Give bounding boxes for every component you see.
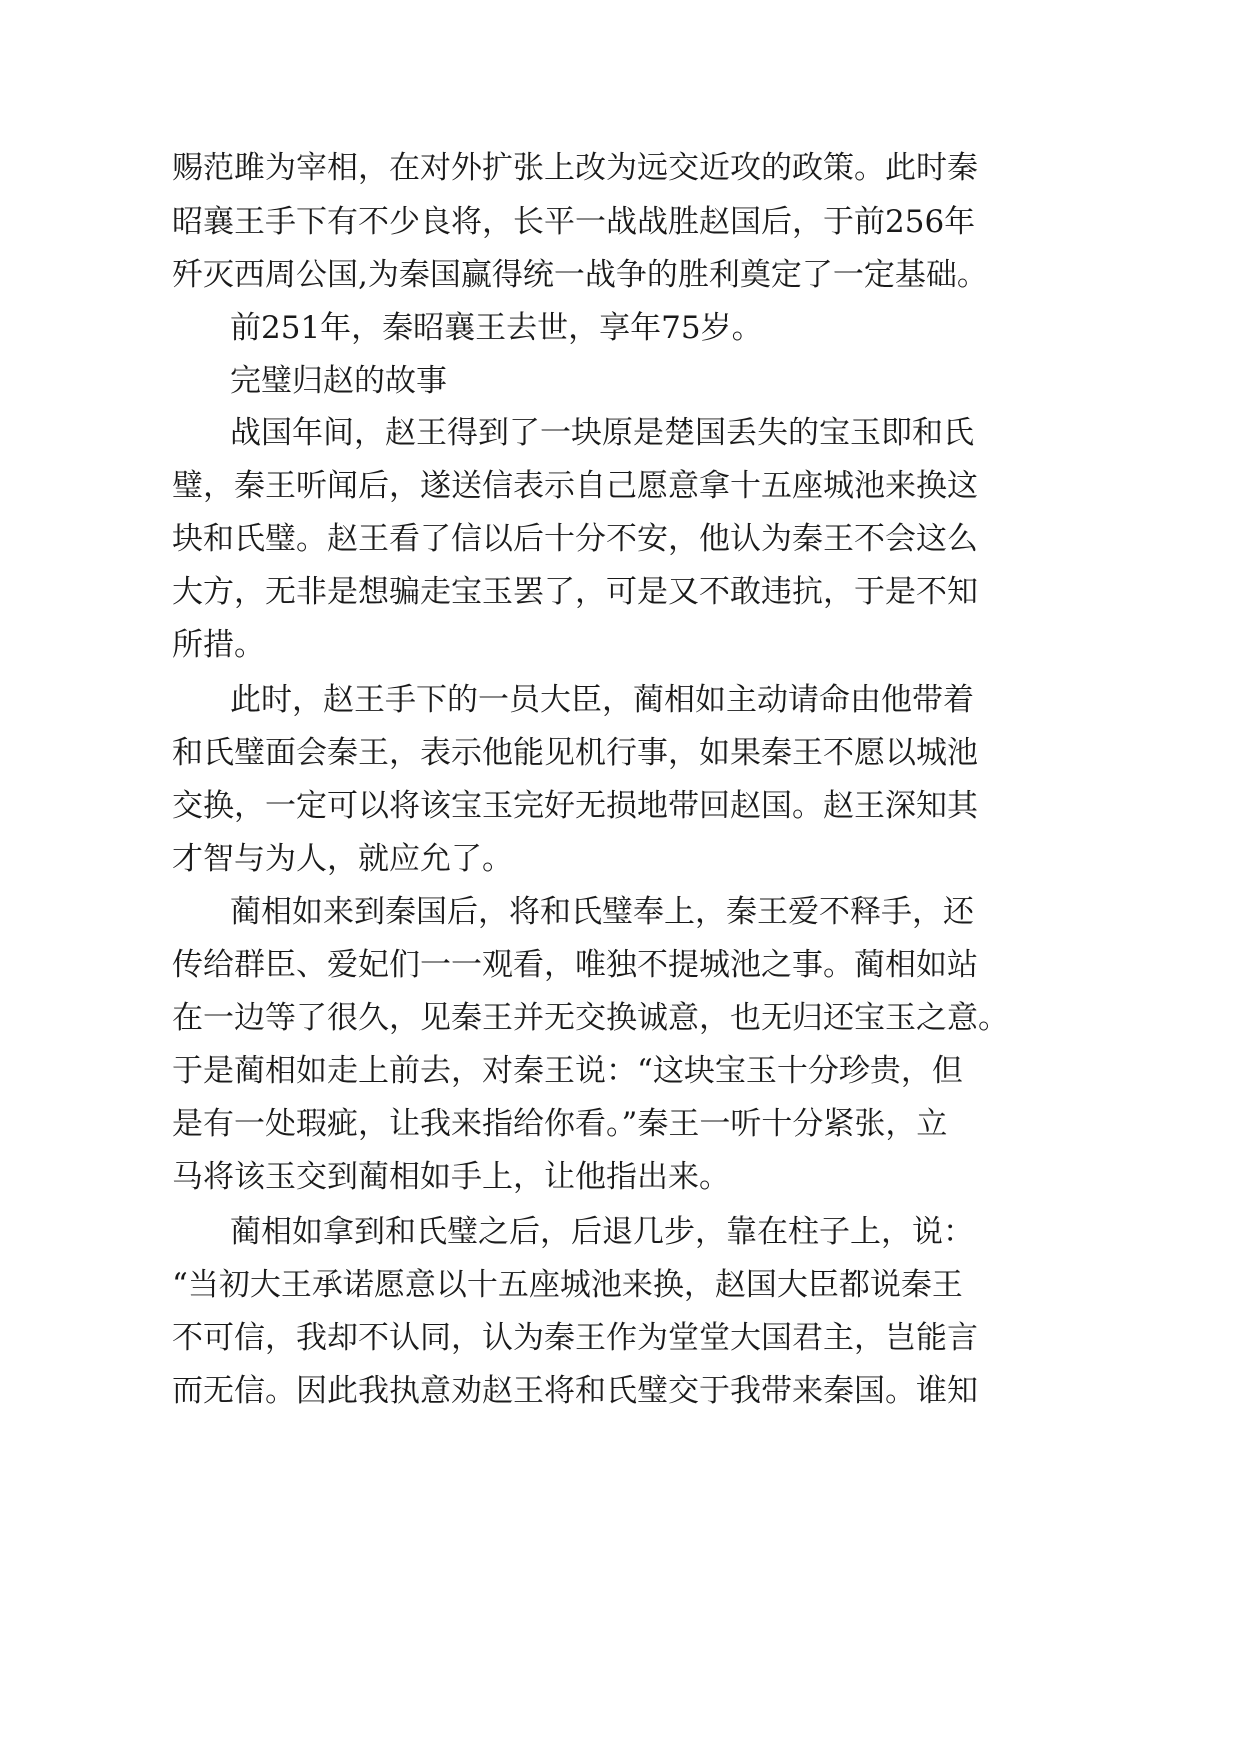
text-line-20: 马将该玉交到蔺相如手上，让他指出来。 <box>172 1159 730 1195</box>
text-line-9: 大方，无非是想骗走宝玉罢了，可是又不敢违抗，于是不知 <box>172 574 978 610</box>
text-line-14: 才智与为人，就应允了。 <box>172 841 513 877</box>
text-line-11: 此时，赵王手下的一员大臣，蔺相如主动请命由他带着 <box>230 682 974 718</box>
text-line-24: 而无信。因此我执意劝赵王将和氏璧交于我带来秦国。谁知 <box>172 1373 978 1409</box>
text-line-23: 不可信，我却不认同，认为秦王作为堂堂大国君主，岂能言 <box>172 1320 978 1356</box>
text-line-19: 是有一处瑕疵，让我来指给你看。”秦王一听十分紧张，立 <box>172 1106 948 1142</box>
text-line-3: 歼灭西周公国,为秦国赢得统一战争的胜利奠定了一定基础。 <box>172 257 988 293</box>
text-line-15: 蔺相如来到秦国后，将和氏璧奉上，秦王爱不释手，还 <box>230 894 974 930</box>
text-line-1: 赐范雎为宰相，在对外扩张上改为远交近攻的政策。此时秦 <box>172 150 978 186</box>
text-line-17: 在一边等了很久，见秦王并无交换诚意，也无归还宝玉之意。 <box>172 1000 1009 1036</box>
text-line-13: 交换，一定可以将该宝玉完好无损地带回赵国。赵王深知其 <box>172 788 978 824</box>
text-line-7: 璧，秦王听闻后，遂送信表示自己愿意拿十五座城池来换这 <box>172 468 978 504</box>
text-line-10: 所措。 <box>172 627 265 663</box>
text-line-6: 战国年间，赵王得到了一块原是楚国丢失的宝玉即和氏 <box>230 415 974 451</box>
section-heading: 完璧归赵的故事 <box>230 363 447 399</box>
text-line-8: 块和氏璧。赵王看了信以后十分不安，他认为秦王不会这么 <box>172 521 978 557</box>
text-line-22: “当初大王承诺愿意以十五座城池来换，赵国大臣都说秦王 <box>172 1267 963 1303</box>
text-line-18: 于是蔺相如走上前去，对秦王说：“这块宝玉十分珍贵，但 <box>172 1053 963 1089</box>
text-line-4: 前251年，秦昭襄王去世，享年75岁。 <box>230 310 763 346</box>
text-line-12: 和氏璧面会秦王，表示他能见机行事，如果秦王不愿以城池 <box>172 735 978 771</box>
text-line-21: 蔺相如拿到和氏璧之后，后退几步，靠在柱子上，说： <box>230 1214 974 1250</box>
text-line-16: 传给群臣、爱妃们一一观看，唯独不提城池之事。蔺相如站 <box>172 947 978 983</box>
text-line-2: 昭襄王手下有不少良将，长平一战战胜赵国后，于前256年 <box>172 204 976 240</box>
